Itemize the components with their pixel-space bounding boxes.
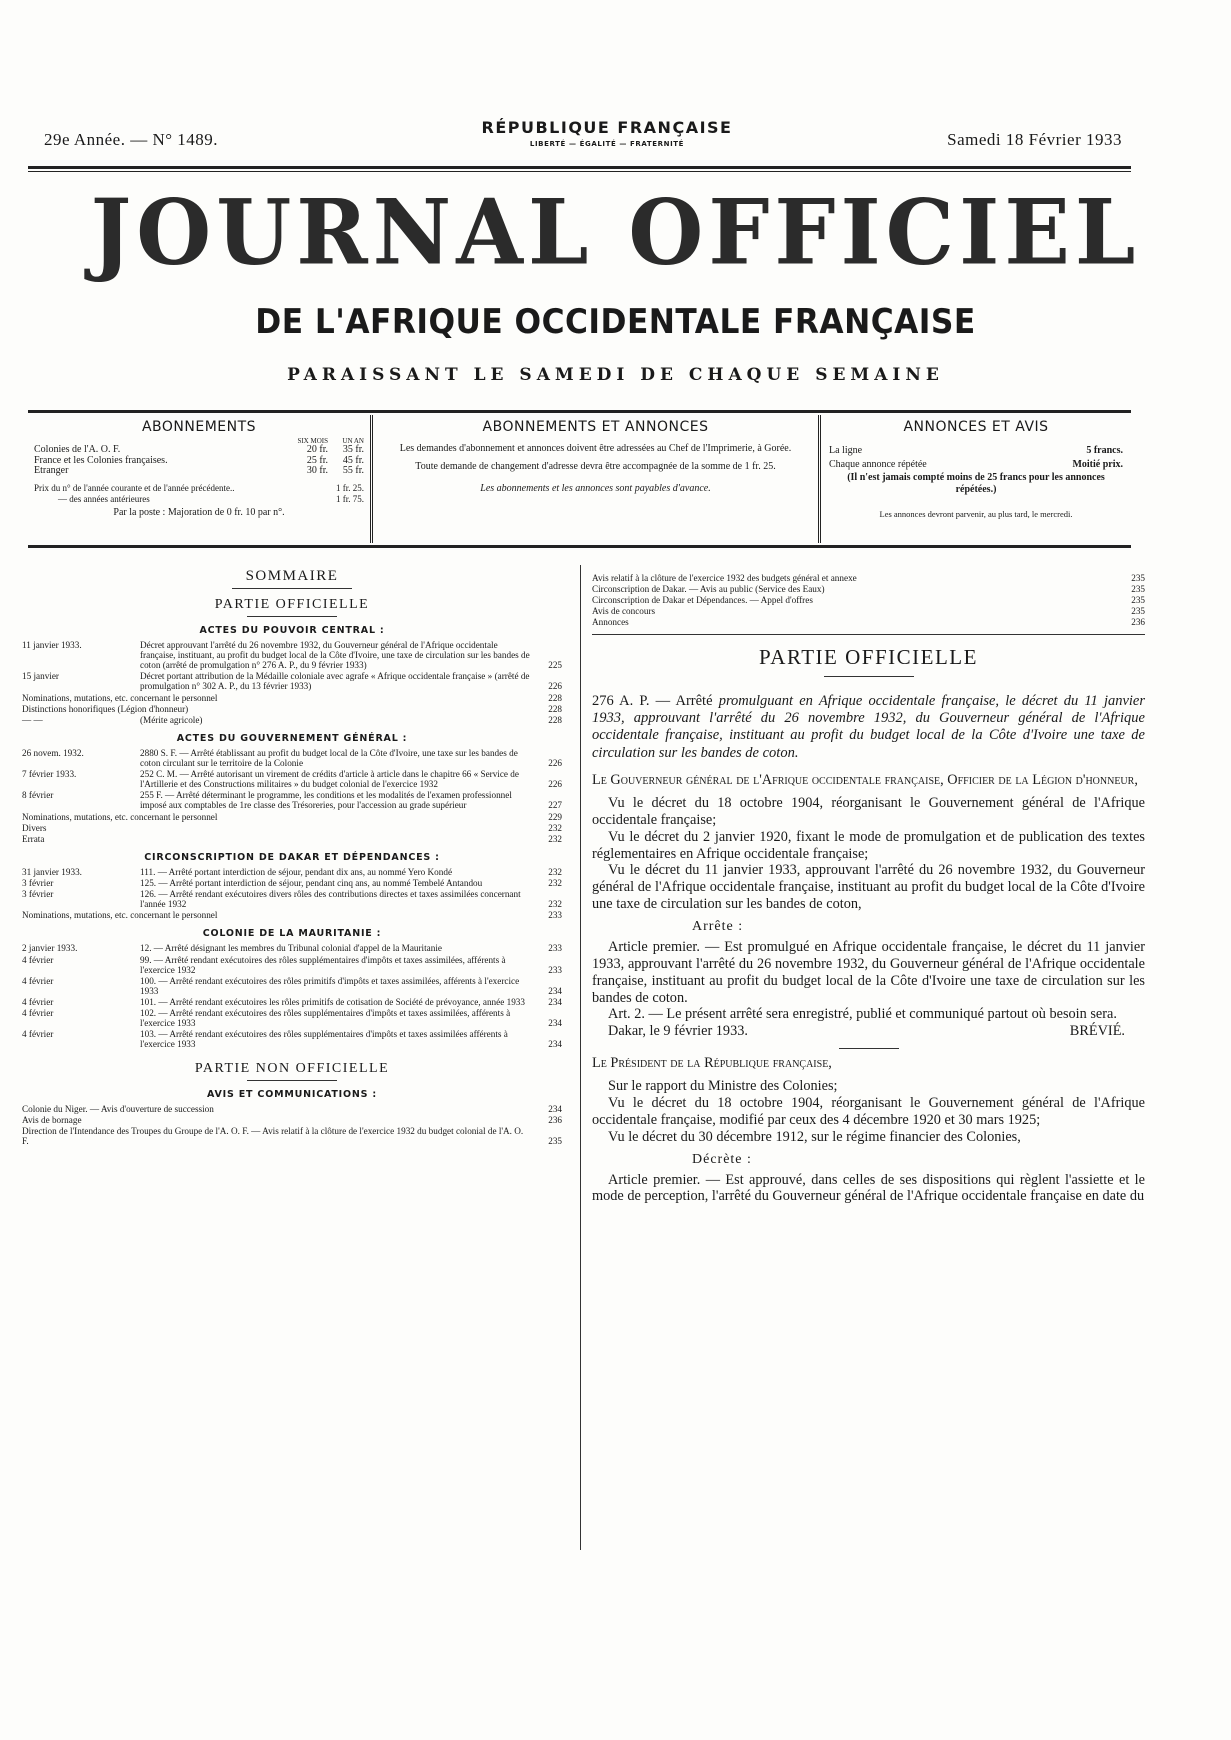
toc-entry-page: 234 (548, 1103, 562, 1114)
decree-title: promulguant en Afrique occidentale française, le décret du 11 janvier 1933, approuvant l'arrêté du 26 novembre 1932, du Gouverneur général de l'Afrique occidentale française, instituant au profit du budget local de la Côte d'Ivoire une taxe de circulation sur les bandes de coton. (592, 692, 1146, 761)
toc-entry-page: 235 (1131, 606, 1145, 617)
toc-entry (592, 606, 1145, 616)
price-previous-value: 1 fr. 75. (336, 494, 364, 504)
toc-entry-label: 126. — Arrêté rendant exécutoires divers rôles des contributions directes et taxes assimilées concernant l'année 1932 (140, 889, 521, 910)
toc-entry-date: 26 novem. 1932. (22, 747, 84, 758)
toc-entry-label: 252 C. M. — Arrêté autorisant un virement de crédits d'article à article dans le chapitre 66 « Service de l'Artillerie et des Constructions militaires » du budget colonial de l'exercice 1932 (140, 769, 519, 790)
republic-motto: LIBERTÉ — ÉGALITÉ — FRATERNITÉ (529, 140, 685, 148)
toc-entry-date: 7 février 1933. (22, 769, 77, 780)
row-six: 20 fr. (306, 444, 328, 456)
toc-entry-date: 4 février (22, 975, 54, 986)
toc-entry-date: 4 février (22, 1008, 54, 1019)
subscription-boxes (28, 415, 1131, 543)
sommaire-column (22, 568, 562, 1147)
article-p2: Vu le décret du 18 octobre 1904, réorganisant le Gouvernement général de l'Afrique occidentale française; (592, 794, 1145, 828)
masthead-rule-thin (28, 171, 1131, 172)
divider (839, 1048, 899, 1049)
article-p8: Sur le rapport du Ministre des Colonies; (608, 1078, 838, 1095)
toc-entry-label: 2880 S. F. — Arrêté établissant au profit du budget local de la Côte d'Ivoire, une taxe sur les bandes de coton circulant sur le territoire de la Colonie (140, 747, 518, 768)
toc-entry (22, 1029, 562, 1049)
toc-entry-text (140, 878, 534, 888)
subs-ads-p1: Les demandes d'abonnement et annonces doivent être adressées au Chef de l'Imprimerie, à Gorée. (399, 442, 792, 454)
col-one-year: UN AN (342, 436, 364, 445)
toc-entry-label: Avis relatif à la clôture de l'exercice 1932 des budgets général et annexe (592, 573, 857, 583)
toc-entry (22, 823, 562, 833)
toc-entry-text (22, 812, 534, 822)
divider (247, 1080, 337, 1081)
toc-entry-text (22, 823, 534, 833)
col-six-months: SIX MOIS (297, 436, 328, 445)
toc-entry-page: 235 (1131, 595, 1145, 606)
subs-ads-heading: ABONNEMENTS ET ANNONCES (482, 419, 709, 435)
toc-entry-date: 8 février (22, 790, 54, 801)
toc-entry-page: 233 (548, 943, 562, 954)
sommaire-partie-non-officielle: PARTIE NON OFFICIELLE (194, 1060, 390, 1076)
toc-continued (592, 573, 1145, 628)
article-p4: Vu le décret du 11 janvier 1933, approuvant l'arrêté du 26 novembre 1932, du Gouverneur général de l'Afrique occidentale française, instituant au profit du budget local de la Côte d'Ivoire une taxe de circulation sur les bandes de coton, (592, 862, 1145, 913)
price-current-value: 1 fr. 25. (336, 482, 364, 493)
subs-ads-p2: Toute demande de changement d'adresse devra être accompagnée de la somme de 1 fr. 25. (415, 461, 776, 472)
toc-entry-page: 235 (1131, 573, 1145, 583)
toc-entry-date: — — (22, 714, 43, 725)
toc-entry-date: 11 janvier 1933. (22, 640, 82, 650)
row-six: 25 fr. (306, 454, 328, 466)
ads-box (821, 415, 1131, 543)
masthead-top-row (32, 118, 1122, 158)
toc-entry-label: (Mérite agricole) (140, 714, 203, 725)
toc-entry-text (140, 640, 534, 670)
toc-entry-page: 232 (548, 866, 562, 877)
toc-entry-text (140, 1029, 534, 1049)
article-column (592, 573, 1145, 1205)
toc-section-heading: COLONIE DE LA MAURITANIE : (202, 928, 382, 940)
toc-section-heading: CIRCONSCRIPTION DE DAKAR ET DÉPENDANCES : (144, 851, 440, 863)
toc-entry-text (22, 834, 534, 844)
toc-entry (22, 955, 562, 975)
toc-entry-page: 232 (548, 822, 562, 833)
toc-entry (22, 878, 562, 888)
toc-entry-label: Nominations, mutations, etc. concernant le personnel (22, 910, 218, 921)
article-p10: Vu le décret du 30 décembre 1912, sur le régime financier des Colonies, (608, 1128, 1021, 1145)
toc-entry-label: Errata (22, 833, 45, 844)
toc-entry-label: Décret portant attribution de la Médaille coloniale avec agrafe « Afrique occidentale française » (arrêté de promulgation n° 302 A. P., du 13 février 1933) (140, 671, 530, 692)
subscriptions-table (34, 437, 364, 477)
toc-entry-page: 232 (548, 833, 562, 844)
subs-ads-box (373, 415, 821, 543)
divider (592, 634, 1145, 635)
signature-row (592, 1023, 1145, 1040)
journal-periodicity: PARAISSANT LE SAMEDI DE CHAQUE SEMAINE (287, 365, 944, 385)
toc-entry-page: 228 (548, 714, 562, 725)
toc-entry-text (140, 943, 534, 953)
toc-entry-label: 103. — Arrêté rendant exécutoires des rôles supplémentaires d'impôts et taxes assimilées afférents à l'exercice 1933 (140, 1029, 508, 1050)
toc-section-heading: ACTES DU POUVOIR CENTRAL : (199, 625, 385, 636)
toc-entry-page: 236 (548, 1114, 562, 1125)
toc-entry-label: Colonie du Niger. — Avis d'ouverture de succession (22, 1103, 214, 1114)
article-p6: Art. 2. — Le présent arrêté sera enregistré, publié et communiqué partout où besoin sera. (608, 1006, 1117, 1023)
toc-entry-text (140, 889, 534, 909)
toc-entry-label: 99. — Arrêté rendant exécutoires des rôles supplémentaires d'impôts et taxes assimilées, afférents à l'exercice 1932 (140, 954, 506, 975)
toc-entry-text (140, 955, 534, 975)
article-decrete: Décrète : (692, 1151, 752, 1167)
toc-avis (22, 1104, 562, 1146)
article-p1: Le Gouverneur général de l'Afrique occidentale française, Officier de la Légion d'honneur, (592, 772, 1138, 789)
toc-entry-label: 111. — Arrêté portant interdiction de séjour, pendant dix ans, au nommé Yero Kondé (140, 866, 453, 877)
ads-line-label: La ligne (829, 444, 863, 456)
toc-entry (22, 715, 562, 725)
toc-entry-page: 228 (548, 692, 562, 703)
toc-entry (22, 640, 562, 670)
journal-subtitle: DE L'AFRIQUE OCCIDENTALE FRANÇAISE (255, 302, 976, 342)
toc-entry-text (140, 997, 534, 1007)
toc-entry-label: Annonces (592, 617, 629, 628)
toc-entry-page: 236 (1131, 617, 1145, 628)
signature-name: BRÉVIÉ. (1069, 1023, 1125, 1040)
toc-entry-text (140, 671, 534, 691)
toc-entry-label: Direction de l'Intendance des Troupes du Groupe de l'A. O. F. — Avis relatif à la clôture de l'exercice 1932 du budget colonial de l'A. O. F. (22, 1125, 524, 1146)
toc-entry-text (22, 704, 534, 714)
toc-entry-label: Avis de bornage (22, 1114, 82, 1125)
toc-entry-page: 229 (548, 811, 562, 822)
toc-entry-date: 4 février (22, 996, 54, 1007)
divider (232, 588, 352, 589)
toc-entry-label: 125. — Arrêté portant interdiction de séjour, pendant cinq ans, au nommé Tembelé Antandou (140, 877, 483, 888)
divider (247, 616, 337, 617)
toc-entry (22, 997, 562, 1007)
toc-entry-date: 3 février (22, 877, 54, 888)
price-previous-label: — des années antérieures (58, 494, 150, 504)
toc-entry (22, 748, 562, 768)
toc-entry-text (140, 790, 534, 810)
row-label: France et les Colonies françaises. (34, 454, 168, 466)
republic-label: RÉPUBLIQUE FRANÇAISE (481, 118, 733, 137)
article-section-heading: PARTIE OFFICIELLE (759, 644, 978, 669)
toc-entry (22, 976, 562, 996)
toc-entry-page: 232 (548, 877, 562, 888)
toc-entry-label: Nominations, mutations, etc. concernant le personnel (22, 692, 218, 703)
row-six: 30 fr. (306, 465, 328, 477)
toc-entry-label: 101. — Arrêté rendant exécutoires les rôles primitifs de cotisation de Société de prévoyance, année 1933 (140, 996, 525, 1007)
toc-entry-page: 234 (548, 996, 562, 1007)
toc-entry-date: 2 janvier 1933. (22, 943, 78, 954)
toc-entry (22, 693, 562, 703)
toc-entry-page: 234 (548, 985, 562, 996)
toc-entry-text (22, 693, 534, 703)
toc-entry-page: 226 (548, 757, 562, 768)
toc-entry-page: 228 (548, 703, 562, 714)
postal-surcharge: Par la poste : Majoration de 0 fr. 10 par n°. (113, 507, 285, 519)
article-p5: Article premier. — Est promulgué en Afrique occidentale française, le décret du 11 janvier 1933, approuvant l'arrêté du 26 novembre 1932, du Gouverneur général de l'Afrique occidentale française, instituant au profit du budget local de la Côte d'Ivoire une taxe de circulation sur les bandes de coton. (592, 938, 1145, 1006)
toc-entry (22, 867, 562, 877)
toc-entry-page: 227 (548, 800, 562, 811)
toc-entry-label: Distinctions honorifiques (Légion d'honneur) (22, 703, 189, 714)
toc-entry-page: 226 (548, 681, 562, 692)
toc-entry-page: 235 (548, 1135, 562, 1146)
toc-entry-page: 225 (548, 660, 562, 671)
toc-entry-text (140, 769, 534, 789)
toc-entry (22, 1126, 562, 1146)
table-row (34, 466, 364, 477)
toc-entry (22, 834, 562, 844)
row-year: 35 fr. (342, 444, 364, 456)
toc-entry-label: 100. — Arrêté rendant exécutoires des rôles primitifs d'impôts et taxes assimilées, afférents à l'exercice 1933 (140, 975, 520, 996)
toc-entry (592, 595, 1145, 605)
toc-entry-label: Circonscription de Dakar et Dépendances. — Appel d'offres (592, 595, 813, 606)
row-year: 55 fr. (342, 465, 364, 477)
ads-heading: ANNONCES ET AVIS (903, 419, 1049, 435)
decree-heading (592, 693, 1145, 763)
toc-entry-label: 255 F. — Arrêté déterminant le programme, les conditions et les modalités de l'examen professionnel imposé aux comptables de 1re classe des Trésoreries, pour l'accession au grade supérieur (140, 790, 512, 811)
toc-entry (592, 573, 1145, 583)
row-label: Etranger (34, 465, 69, 477)
issue-date: Samedi 18 Février 1933 (947, 130, 1122, 149)
signature-place: Dakar, le 9 février 1933. (608, 1023, 748, 1040)
issue-number: 29e Année. — N° 1489. (44, 130, 219, 149)
toc-entry-page: 233 (548, 910, 562, 921)
avis-heading: AVIS ET COMMUNICATIONS : (207, 1088, 377, 1100)
toc-entry (22, 889, 562, 909)
boxes-top-rule (28, 410, 1131, 413)
price-current-label: Prix du n° de l'année courante et de l'année précédente.. (34, 482, 235, 493)
toc-entry-page: 234 (548, 1039, 562, 1050)
toc-entry-date: 4 février (22, 1029, 54, 1040)
journal-title: JOURNAL OFFICIEL (90, 179, 1141, 286)
article-p3: Vu le décret du 2 janvier 1920, fixant le mode de promulgation et de publication des textes réglementaires en Afrique occidentale française; (592, 828, 1145, 862)
subs-ads-p3: Les abonnements et les annonces sont payables d'avance. (480, 482, 711, 494)
toc-entry-date: 15 janvier (22, 671, 59, 682)
row-year: 45 fr. (342, 454, 364, 466)
article-p11: Article premier. — Est approuvé, dans celles de ses dispositions qui règlent l'assiette et le mode de perception, l'arrêté du Gouverneur général de l'Afrique occidentale française en date du (592, 1171, 1145, 1205)
toc-entry (22, 1008, 562, 1028)
republic-block (427, 118, 787, 148)
ads-footer: Les annonces devront parvenir, au plus tard, le mercredi. (879, 508, 1073, 519)
toc-entry-page: 232 (548, 899, 562, 910)
toc-entry-text (140, 715, 534, 725)
toc-entry-label: Circonscription de Dakar. — Avis au public (Service des Eaux) (592, 584, 825, 595)
toc-entry-date: 31 janvier 1933. (22, 866, 82, 877)
ads-repeat-value: Moitié prix. (1072, 459, 1123, 470)
toc-entry (22, 812, 562, 822)
column-divider (580, 565, 581, 1550)
article-arrete: Arrête : (692, 918, 744, 934)
boxes-bottom-rule (28, 545, 1131, 548)
toc-entry (22, 1104, 562, 1114)
toc-entry-text (140, 1008, 534, 1028)
toc-entry-text (140, 867, 534, 877)
toc-entry (22, 910, 562, 920)
toc-entry-label: Nominations, mutations, etc. concernant le personnel (22, 811, 218, 822)
toc-entry-text (140, 748, 534, 768)
toc-entry-label: 12. — Arrêté désignant les membres du Tribunal colonial d'appel de la Mauritanie (140, 943, 442, 954)
toc-entry (592, 617, 1145, 627)
toc-entry-label: 102. — Arrêté rendant exécutoires des rôles supplémentaires d'impôts et taxes assimilées, afférents à l'exercice 1933 (140, 1008, 511, 1029)
issue-prices (34, 483, 364, 506)
subscriptions-heading: ABONNEMENTS (141, 419, 257, 435)
article-p9: Vu le décret du 18 octobre 1904, réorganisant le Gouvernement général de l'Afrique occidentale française, modifié par ceux des 4 décembre 1920 et 30 mars 1925; (592, 1095, 1145, 1128)
toc-entry-label: Décret approuvant l'arrêté du 26 novembre 1932, du Gouverneur général de l'Afrique occidentale française, instituant, au profit du budget local de la Côte d'Ivoire, une taxe de circulation sur les bandes de coton (arrêté de promulgation n° 276 A. P., du 9 février 1933) (140, 640, 530, 671)
toc-entry-label: Avis de concours (592, 606, 656, 617)
toc-entry (22, 704, 562, 714)
toc-entry (22, 943, 562, 953)
toc-entry-label: Divers (22, 822, 47, 833)
toc-entry (22, 671, 562, 691)
toc-entry-date: 4 février (22, 954, 54, 965)
toc-section-heading: ACTES DU GOUVERNEMENT GÉNÉRAL : (176, 732, 408, 744)
toc-sections (22, 625, 562, 1050)
ads-note: (Il n'est jamais compté moins de 25 francs pour les annonces répétées.) (847, 471, 1105, 495)
ads-line-value: 5 francs. (1086, 444, 1123, 456)
subscriptions-box (28, 415, 373, 543)
toc-entry-page: 235 (1131, 584, 1145, 595)
toc-entry (22, 1115, 562, 1125)
toc-entry (22, 790, 562, 810)
toc-entry-text (140, 976, 534, 996)
toc-entry-date: 3 février (22, 889, 54, 900)
toc-entry-page: 234 (548, 1018, 562, 1029)
toc-entry (592, 584, 1145, 594)
decree-ref: 276 A. P. — Arrêté (592, 692, 713, 709)
ads-repeat-label: Chaque annonce répétée (829, 459, 927, 470)
toc-entry-page: 226 (548, 779, 562, 790)
sommaire-heading: SOMMAIRE (245, 568, 339, 584)
divider (824, 676, 914, 677)
article-p7: Le Président de la République française, (592, 1055, 832, 1072)
row-label: Colonies de l'A. O. F. (34, 444, 121, 456)
toc-entry-text (22, 910, 534, 920)
toc-entry-page: 233 (548, 964, 562, 975)
sommaire-partie-officielle: PARTIE OFFICIELLE (214, 597, 370, 612)
masthead-rule (28, 166, 1131, 169)
toc-entry (22, 769, 562, 789)
